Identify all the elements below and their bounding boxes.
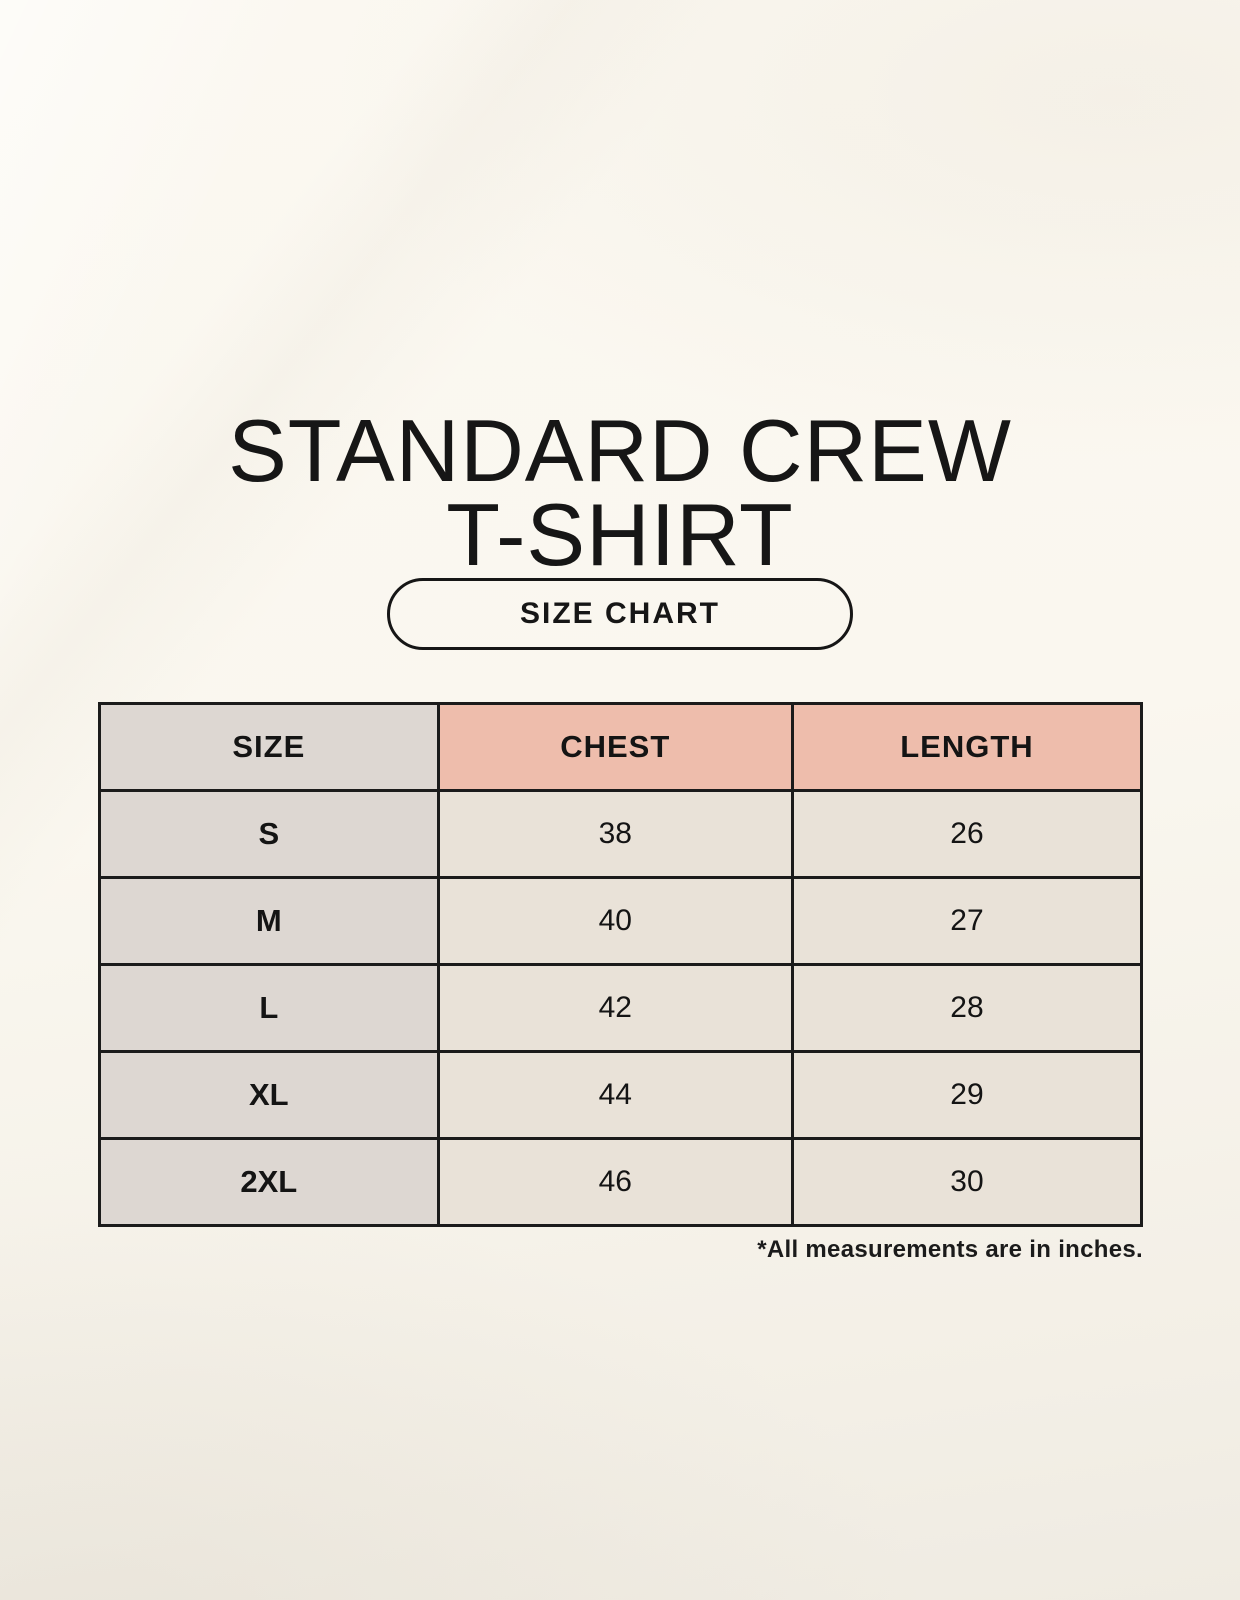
table-row xyxy=(100,1052,1142,1139)
chest-cell: 40 xyxy=(438,878,792,965)
column-header-size: SIZE xyxy=(100,704,439,791)
size-cell: 2XL xyxy=(100,1139,439,1226)
header-row xyxy=(100,704,1142,791)
column-header-length: LENGTH xyxy=(792,704,1141,791)
table-row xyxy=(100,1139,1142,1226)
size-cell: XL xyxy=(100,1052,439,1139)
table-row xyxy=(100,965,1142,1052)
chest-cell: 42 xyxy=(438,965,792,1052)
page-title-line2: T-SHIRT xyxy=(446,484,794,584)
table-row xyxy=(100,878,1142,965)
size-chart-table-body xyxy=(100,791,1142,1226)
table-row xyxy=(100,791,1142,878)
size-chart-table-header xyxy=(100,704,1142,791)
size-cell: S xyxy=(100,791,439,878)
measurements-footnote: *All measurements are in inches. xyxy=(757,1236,1143,1263)
length-cell: 27 xyxy=(792,878,1141,965)
size-chart-button[interactable] xyxy=(387,578,853,650)
length-cell: 26 xyxy=(792,791,1141,878)
page-title-line1: STANDARD CREW xyxy=(228,400,1012,500)
size-chart-button-label: SIZE CHART xyxy=(520,597,720,630)
length-cell: 30 xyxy=(792,1139,1141,1226)
column-header-chest: CHEST xyxy=(438,704,792,791)
length-cell: 28 xyxy=(792,965,1141,1052)
chest-cell: 46 xyxy=(438,1139,792,1226)
size-cell: M xyxy=(100,878,439,965)
size-chart-table xyxy=(98,702,1143,1227)
chest-cell: 44 xyxy=(438,1052,792,1139)
length-cell: 29 xyxy=(792,1052,1141,1139)
chest-cell: 38 xyxy=(438,791,792,878)
size-cell: L xyxy=(100,965,439,1052)
page-title xyxy=(0,400,1240,584)
